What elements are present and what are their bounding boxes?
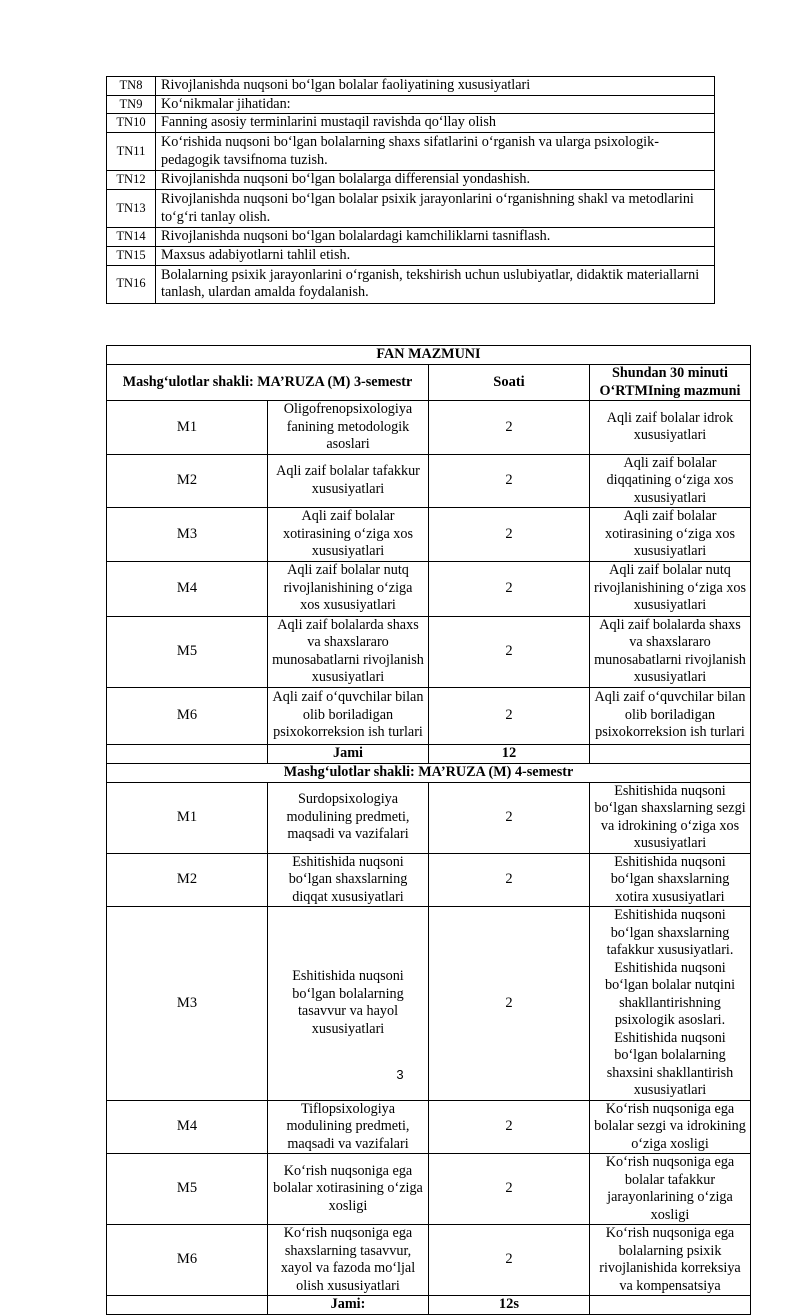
ortm-content: Ko‘rish nuqsoniga ega bolalarning psixik rivojlanishida korreksiya va kompensatsiya [590,1225,751,1296]
lecture-code: M2 [107,853,268,907]
table-row [107,853,751,907]
outcome-text: Rivojlanishda nuqsoni bo‘lgan bolalarga differensial yondashish. [156,171,715,190]
table-row [107,171,715,190]
outcome-code: TN8 [107,77,156,96]
lecture-hours: 2 [429,907,590,1101]
table-row [107,133,715,171]
lecture-topic: Aqli zaif o‘quvchilar bilan olib boriladigan psixokorreksion ish turlari [268,687,429,744]
course-content-table [106,345,751,1315]
total-label: Jami: [268,1296,429,1315]
lecture-topic: Oligofrenopsixologiya fanining metodologik asoslari [268,401,429,455]
lecture-topic: Aqli zaif bolalar xotirasining o‘ziga xos xususiyatlari [268,508,429,562]
lecture-code: M4 [107,561,268,616]
total-hours: 12s [429,1296,590,1315]
lecture-topic: Aqli zaif bolalar nutq rivojlanishining o‘ziga xos xususiyatlari [268,561,429,616]
ortm-content: Aqli zaif bolalar idrok xususiyatlari [590,401,751,455]
outcome-code: TN15 [107,247,156,266]
lecture-code: M2 [107,454,268,508]
outcome-code: TN9 [107,95,156,114]
table-row [107,228,715,247]
lecture-topic: Aqli zaif bolalarda shaxs va shaxslararo munosabatlarni rivojlanish xususiyatlari [268,616,429,687]
table-row [107,454,751,508]
topic-column-header: Mashg‘ulotlar shakli: MA’RUZA (M) 3-semestr [107,365,429,401]
outcome-code: TN16 [107,265,156,303]
table-row [107,1225,751,1296]
table-title-row [107,346,751,365]
table-row [107,190,715,228]
hours-column-header: Soati [429,365,590,401]
total-empty-cell [107,744,268,763]
lecture-topic: Aqli zaif bolalar tafakkur xususiyatlari [268,454,429,508]
lecture-topic: Ko‘rish nuqsoniga ega shaxslarning tasavvur, xayol va fazoda mo‘ljal olish xususiyatlari [268,1225,429,1296]
semester3-total-row [107,744,751,763]
lecture-hours: 2 [429,561,590,616]
outcome-text: Bolalarning psixik jarayonlarini o‘rganish, tekshirish uchun uslubiyatlar, didaktik materiallarni tanlash, ulardan amalda foydalanish. [156,265,715,303]
lecture-hours: 2 [429,1100,590,1154]
lecture-hours: 2 [429,782,590,853]
table-row [107,508,751,562]
lecture-hours: 2 [429,853,590,907]
total-hours: 12 [429,744,590,763]
page-number: 3 [396,1067,404,1082]
lecture-topic: Surdopsixologiya modulining predmeti, maqsadi va vazifalari [268,782,429,853]
ortm-content: Aqli zaif bolalar nutq rivojlanishining o‘ziga xos xususiyatlari [590,561,751,616]
lecture-code: M6 [107,1225,268,1296]
lecture-topic: Eshitishida nuqsoni bo‘lgan bolalarning tasavvur va hayol xususiyatlari [268,907,429,1101]
outcome-text: Rivojlanishda nuqsoni bo‘lgan bolalardagi kamchiliklarni tasniflash. [156,228,715,247]
ortm-content: Eshitishida nuqsoni bo‘lgan shaxslarning sezgi va idrokining o‘ziga xos xususiyatlari [590,782,751,853]
lecture-code: M6 [107,687,268,744]
total-empty-cell [107,1296,268,1315]
table-row [107,616,751,687]
outcome-text: Rivojlanishda nuqsoni bo‘lgan bolalar faoliyatining xususiyatlari [156,77,715,96]
lecture-hours: 2 [429,508,590,562]
table-row [107,77,715,96]
total-empty-cell [590,744,751,763]
table-row [107,265,715,303]
ortm-content: Eshitishida nuqsoni bo‘lgan shaxslarning tafakkur xususiyatlari. Eshitishida nuqsoni bo‘lgan bolalar nutqini shakllantirishning psixologik asoslari. Eshitishida nuqsoni bo‘lgan bolalarning shaxsini shakllantirish xususiyatlari [590,907,751,1101]
table-row [107,782,751,853]
skills-table [106,76,715,304]
outcome-text: Maxsus adabiyotlarni tahlil etish. [156,247,715,266]
outcome-text: Ko‘nikmalar jihatidan: [156,95,715,114]
outcome-text: Ko‘rishida nuqsoni bo‘lgan bolalarning shaxs sifatlarini o‘rganish va ularga psixologik-pedagogik tavsifnoma tuzish. [156,133,715,171]
table-header-row [107,365,751,401]
table-row [107,1100,751,1154]
lecture-code: M3 [107,508,268,562]
table-row [107,1154,751,1225]
semester4-header-row [107,763,751,782]
lecture-code: M3 [107,907,268,1101]
ortm-content: Ko‘rish nuqsoniga ega bolalar tafakkur jarayonlarining o‘ziga xosligi [590,1154,751,1225]
ortm-content: Ko‘rish nuqsoniga ega bolalar sezgi va idrokining o‘ziga xosligi [590,1100,751,1154]
total-label: Jami [268,744,429,763]
outcome-code: TN11 [107,133,156,171]
lecture-code: M1 [107,401,268,455]
semester4-header: Mashg‘ulotlar shakli: MA’RUZA (M) 4-semestr [107,763,751,782]
table-row [107,95,715,114]
table-row [107,114,715,133]
ortm-content: Aqli zaif bolalar xotirasining o‘ziga xos xususiyatlari [590,508,751,562]
ortm-content: Eshitishida nuqsoni bo‘lgan shaxslarning xotira xususiyatlari [590,853,751,907]
ortm-column-header: Shundan 30 minuti O‘RTMIning mazmuni [590,365,751,401]
semester4-total-row [107,1296,751,1315]
table-row [107,561,751,616]
outcome-text: Fanning asosiy terminlarini mustaqil ravishda qo‘llay olish [156,114,715,133]
ortm-content: Aqli zaif o‘quvchilar bilan olib boriladigan psixokorreksion ish turlari [590,687,751,744]
outcome-code: TN10 [107,114,156,133]
lecture-topic: Ko‘rish nuqsoniga ega bolalar xotirasining o‘ziga xosligi [268,1154,429,1225]
lecture-hours: 2 [429,616,590,687]
lecture-hours: 2 [429,1154,590,1225]
lecture-hours: 2 [429,401,590,455]
table-row [107,687,751,744]
ortm-content: Aqli zaif bolalar diqqatining o‘ziga xos xususiyatlari [590,454,751,508]
total-empty-cell [590,1296,751,1315]
lecture-topic: Eshitishida nuqsoni bo‘lgan shaxslarning diqqat xususiyatlari [268,853,429,907]
ortm-content: Aqli zaif bolalarda shaxs va shaxslararo munosabatlarni rivojlanish xususiyatlari [590,616,751,687]
lecture-code: M5 [107,616,268,687]
lecture-topic: Tiflopsixologiya modulining predmeti, maqsadi va vazifalari [268,1100,429,1154]
outcome-text: Rivojlanishda nuqsoni bo‘lgan bolalar psixik jarayonlarini o‘rganishning shakl va metodlarini to‘g‘ri tanlay olish. [156,190,715,228]
table-row [107,401,751,455]
table-row [107,247,715,266]
lecture-hours: 2 [429,454,590,508]
lecture-code: M5 [107,1154,268,1225]
lecture-hours: 2 [429,687,590,744]
lecture-code: M4 [107,1100,268,1154]
outcome-code: TN12 [107,171,156,190]
outcome-code: TN14 [107,228,156,247]
table-title: FAN MAZMUNI [107,346,751,365]
outcome-code: TN13 [107,190,156,228]
lecture-code: M1 [107,782,268,853]
lecture-hours: 2 [429,1225,590,1296]
